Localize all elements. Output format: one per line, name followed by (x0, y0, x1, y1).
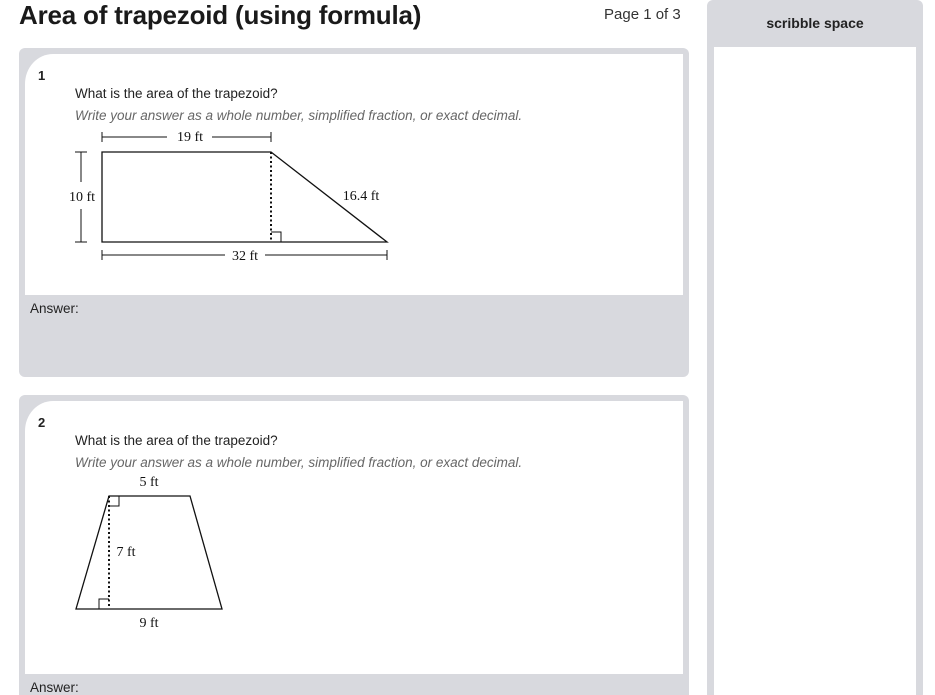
question-card-2 (19, 395, 689, 695)
top-base-label: 19 ft (176, 130, 204, 145)
question-hint: Write your answer as a whole number, simplified fraction, or exact decimal. (75, 455, 523, 470)
right-angle-marker-top (109, 496, 119, 506)
answer-label: Answer: (30, 301, 79, 316)
page-indicator: Page 1 of 3 (604, 6, 681, 23)
question-card-1 (19, 48, 689, 377)
slant-side-label: 16.4 ft (342, 189, 380, 204)
right-angle-marker-bottom (99, 599, 109, 609)
question-prompt: What is the area of the trapezoid? (75, 433, 278, 448)
height-label: 7 ft (116, 545, 136, 560)
bottom-base-label: 32 ft (231, 249, 259, 264)
question-hint: Write your answer as a whole number, simplified fraction, or exact decimal. (75, 108, 523, 123)
question-body-1 (25, 54, 683, 295)
question-prompt: What is the area of the trapezoid? (75, 86, 278, 101)
bottom-base-label: 9 ft (139, 616, 159, 631)
trapezoid-shape (76, 496, 222, 609)
question-number: 2 (38, 415, 46, 430)
height-label: 10 ft (68, 190, 96, 205)
question-body-2 (25, 401, 683, 674)
right-angle-marker (271, 232, 281, 242)
answer-label: Answer: (30, 680, 79, 695)
trapezoid-figure-2 (25, 401, 683, 674)
question-number: 1 (38, 68, 46, 83)
scribble-panel (707, 0, 923, 695)
trapezoid-figure-1 (25, 54, 683, 295)
scribble-canvas[interactable] (714, 47, 916, 695)
page-title: Area of trapezoid (using formula) (19, 0, 422, 30)
scribble-title: scribble space (766, 15, 864, 31)
top-base-label: 5 ft (139, 475, 159, 490)
